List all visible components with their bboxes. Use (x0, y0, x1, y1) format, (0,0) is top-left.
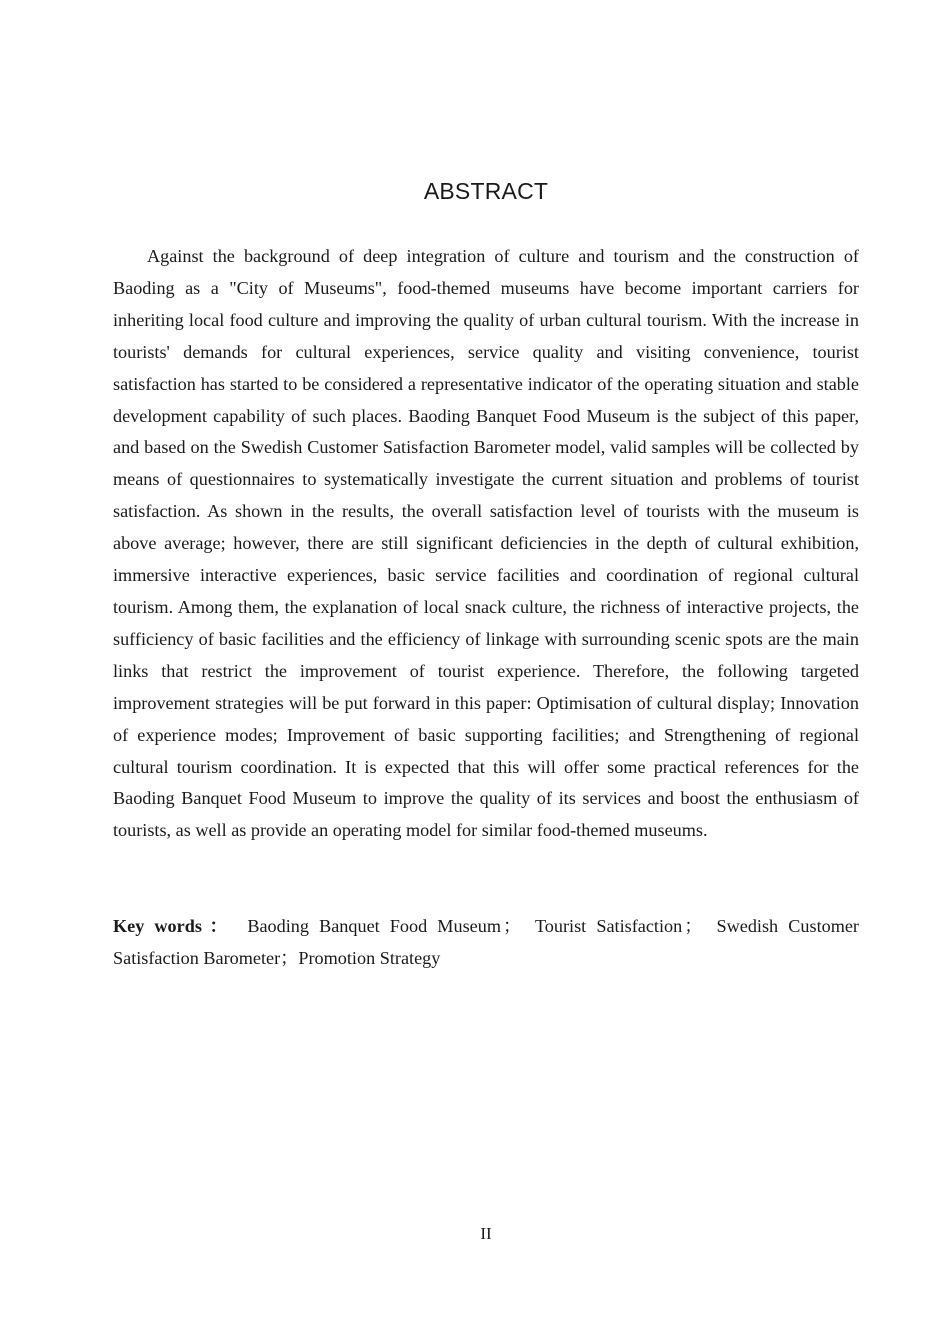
keyword-item: Tourist Satisfaction (534, 916, 683, 936)
abstract-body: Against the background of deep integration of culture and tourism and the construction of Baoding as a "City of Museums", food-themed museums have become important carriers for inheriting local food culture and improving the quality of urban cultural tourism. With the increase in tourists' demands for cultural experiences, service quality and visiting convenience, tourist satisfaction has started to be considered a representative indicator of the operating situation and stable development capability of such places. Baoding Banquet Food Museum is the subject of this paper, and based on the Swedish Customer Satisfaction Barometer model, valid samples will be collected by means of questionnaires to systematically investigate the current situation and problems of tourist satisfaction. As shown in the results, the overall satisfaction level of tourists with the museum is above average; however, there are still significant deficiencies in the depth of cultural exhibition, immersive interactive experiences, basic service facilities and coordination of regional cultural tourism. Among them, the explanation of local snack culture, the richness of interactive projects, the sufficiency of basic facilities and the efficiency of linkage with surrounding scenic spots are the main links that restrict the improvement of tourist experience. Therefore, the following targeted improvement strategies will be put forward in this paper: Optimisation of cultural display; Innovation of experience modes; Improvement of basic supporting facilities; and Strengthening of regional cultural tourism coordination. It is expected that this will offer some practical references for the Baoding Banquet Food Museum to improve the quality of its services and boost the enthusiasm of tourists, as well as provide an operating model for similar food-themed museums. (113, 246, 859, 841)
keyword-item: Baoding Banquet Food Museum (247, 916, 501, 936)
keyword-item: Promotion Strategy (298, 947, 441, 968)
keywords-line (113, 911, 859, 975)
keyword-item: Swedish Customer Satisfaction Barometer (113, 916, 859, 968)
keyword-separator: ； (502, 916, 522, 936)
keywords-label-separator: ： (203, 916, 234, 936)
keywords-label: Key words (113, 916, 202, 936)
keyword-separator: ； (280, 947, 299, 968)
keyword-separator: ； (684, 916, 703, 936)
abstract-title: ABSTRACT (423, 178, 549, 204)
page-number: II (480, 1224, 492, 1243)
